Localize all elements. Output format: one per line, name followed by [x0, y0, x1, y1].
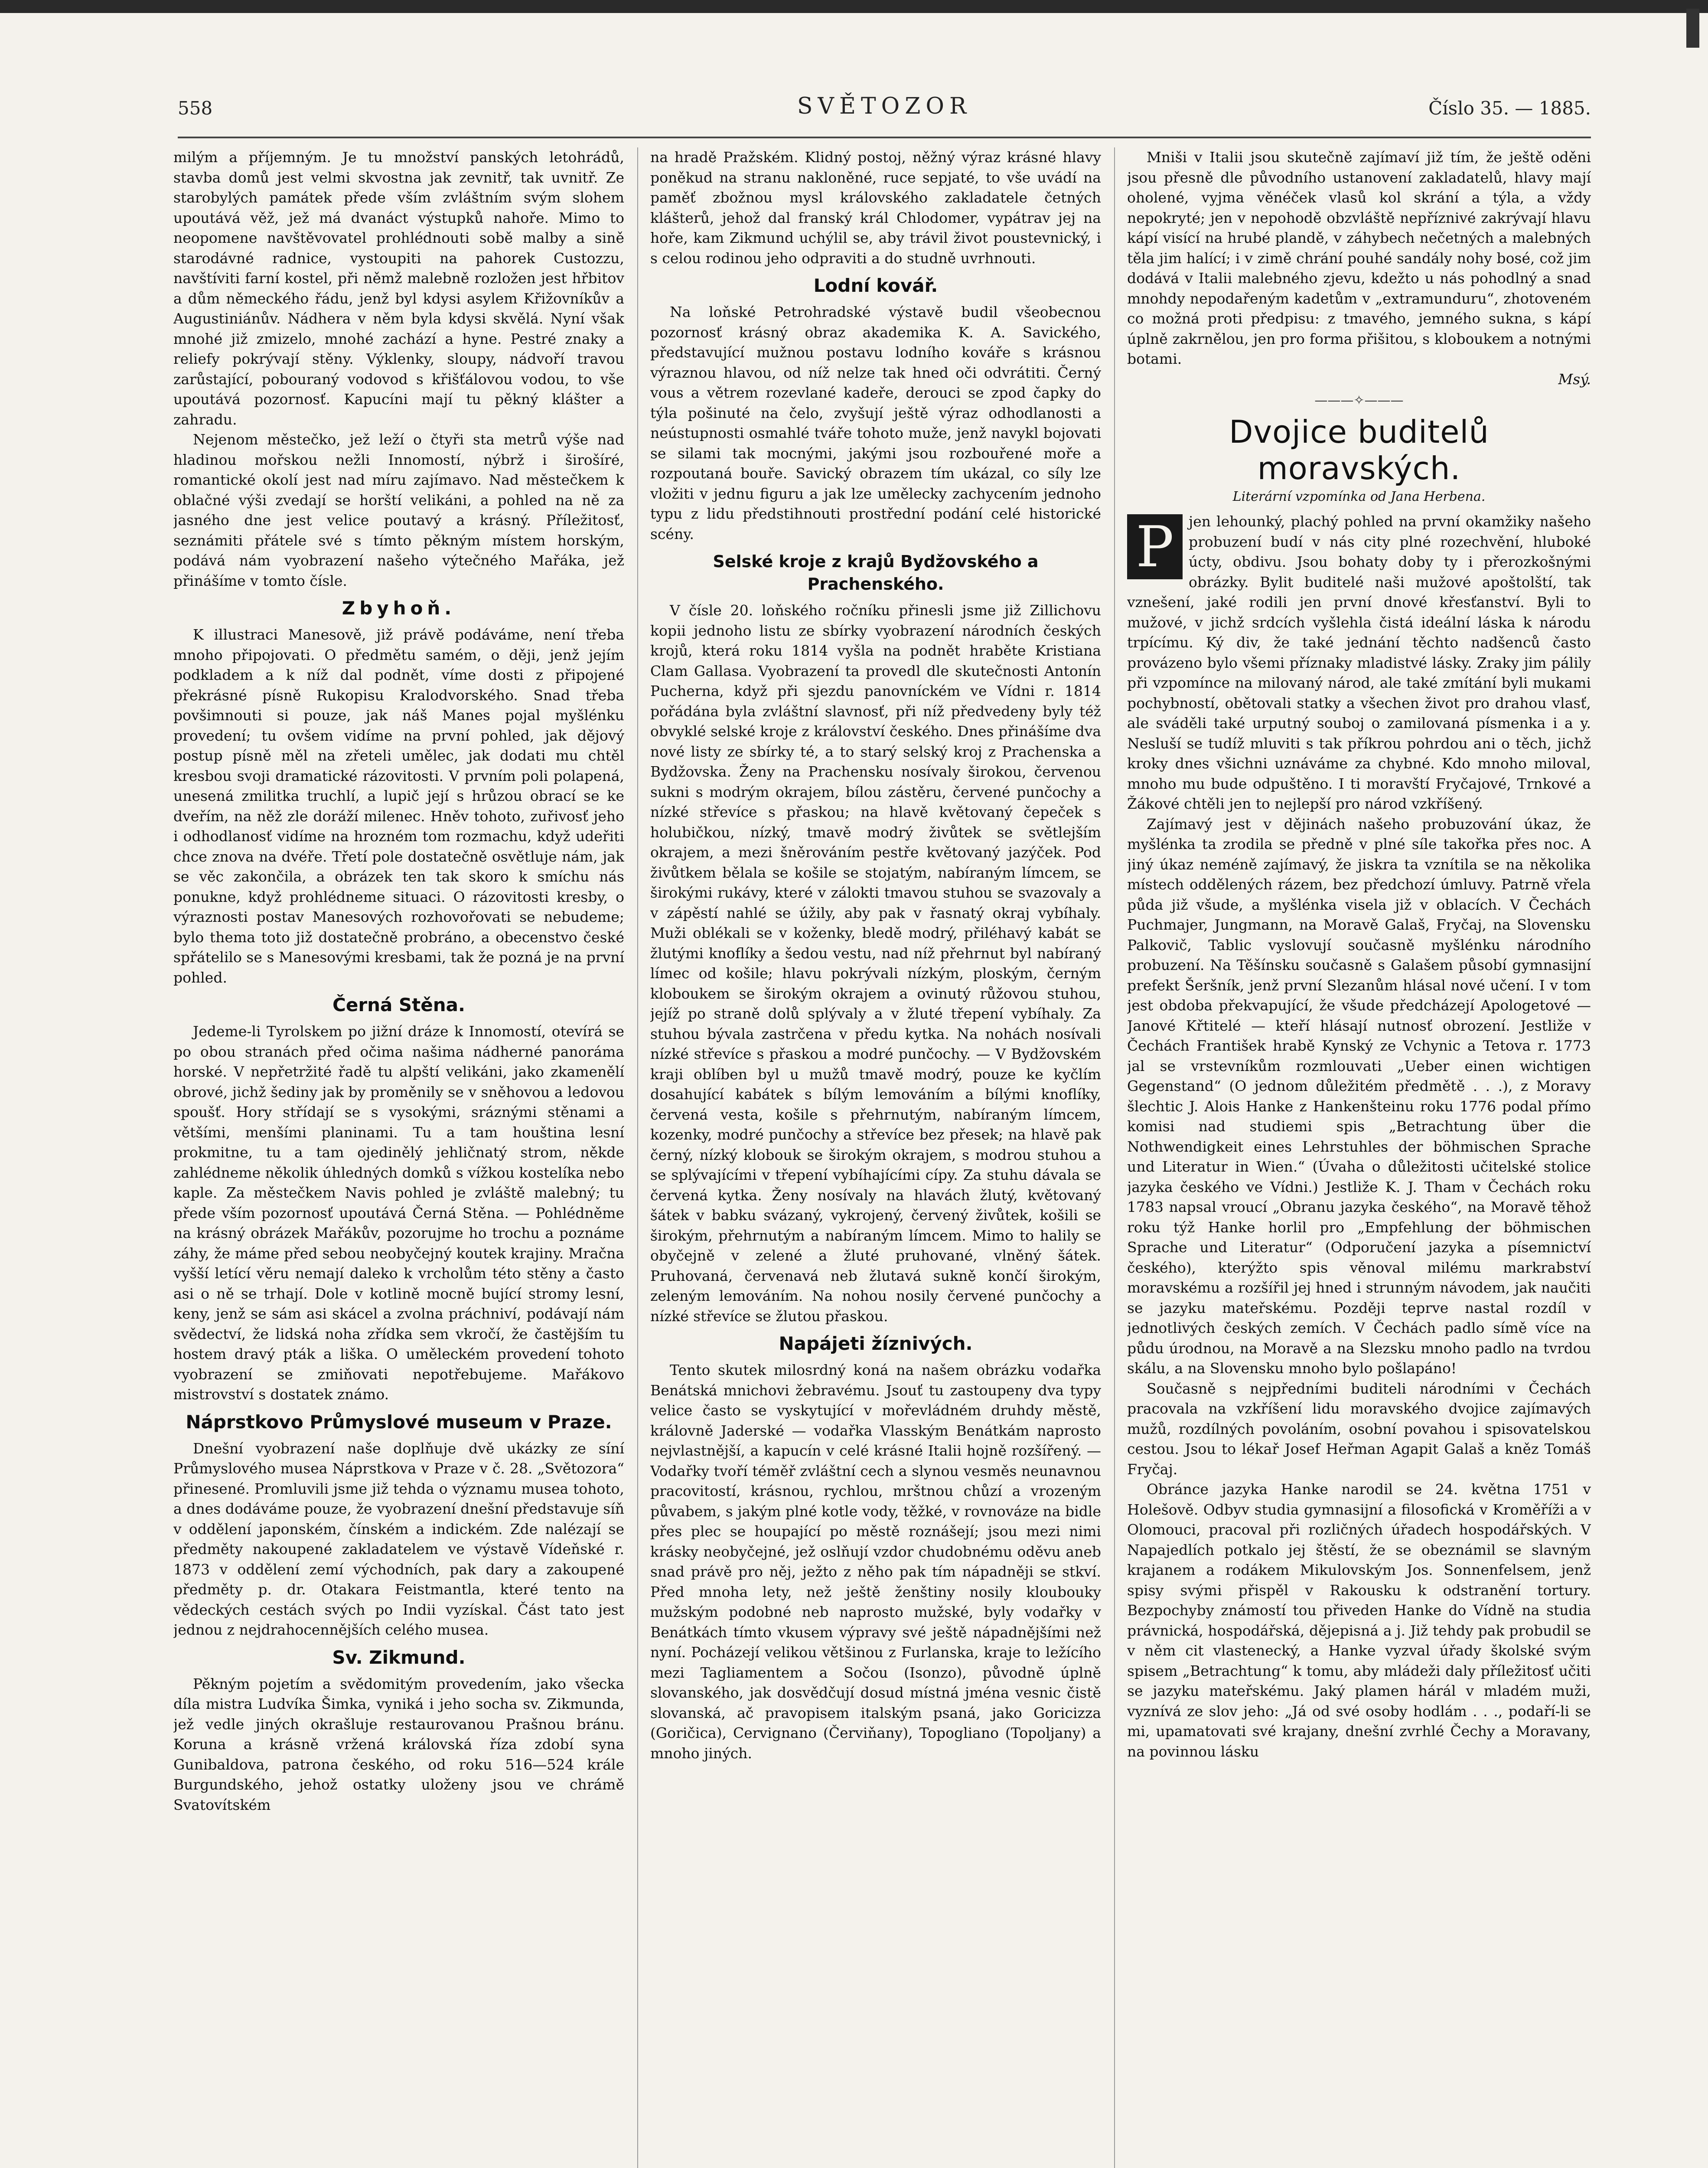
article-title: Dvojice buditelů moravských. [1229, 414, 1490, 486]
paragraph: Na loňské Petrohradské výstavě budil všeobecnou pozornosť krásný obraz akademika K. A. Savického, představující mužnou postavu lodního kováře s krásnou výraznou hlavou, od níž nelze tak hned oči odvrátiti. Černý vous a větrem rozevlané kadeře, derouci se zpod čapky do týla pošinuté na čelo, zvyšují ještě výraz odhodlanosti a neústupnosti osmahlé tváře tohoto muže, jenž navykl bojovati se silami tak mocnými, jakými jsou rozbouřené moře a rozpoutaná bouře. Savický obrazem tím ukázal, co síly lze vložiti v jednu figuru a jak lze umělecky zachycením jednoho typu z lidu předstihnouti prostřední podání celé historické scény. [650, 304, 1101, 542]
paragraph: Obránce jazyka Hanke narodil se 24. května 1751 v Holešově. Odbyv studia gymnasijní a filosofická v Kroměříži a v Olomouci, pracoval při rozličných úřadech hospodářských. V Napajedlích potkalo jej štěstí, že se obeznámil se slavným krajanem a rodákem Mikulovským Jos. Sonnenfelsem, jenž spisy svými přispěl v Rakousku k odstranění tortury. Bezpochyby známostí tou přiveden Hanke do Vídně na studia právnická, hospodářská, dějepisná a j. Již tehdy pak probudil se v něm cit vlastenecký, a Hanke vyzval úřady školské svým spisem „Betrachtung“ k tomu, aby mládeži daly příležitosť učiti se jazyku mateřskému. Jaký plamen hárál v mladém muži, vyznívá ze slov jeho: „Já od své osoby hodlám . . ., podaří-li se mi, upamatovati své krajany, dnešní zvrhlé Čechy a Moravany, na povinnou lásku [1127, 1481, 1591, 1760]
section-heading-selske-kroje: Selské kroje z krajů Bydžovského a Prachenského. [713, 552, 1039, 594]
column-3 [1127, 147, 1591, 2168]
running-head [178, 89, 1591, 128]
paragraph: Jedeme-li Tyrolskem po jižní dráze k Innomostí, otevírá se po obou stranách před očima našima nádherné panoráma horské. V nepřetržité řadě tu alpští velikáni, jako zkamenělí obrové, jichž šediny jak by proměnily se v sněhovou a ledovou spoušť. Hory střídají se s vysokými, sráznými stěnami a většími, menšími planinami. Tu a tam houština lesní prokmitne, tu a tam ojedinělý jehličnatý strom, někde zahlédneme několik úhledných domků s vížkou kostelíka nebo kaple. Za městečkem Navis pohled je zvláště malebný; tu přede vším pozornosť upoutává Černá Stěna. — Pohlédněme na krásný obrázek Mařákův, pozorujme ho trochu a poznáme záhy, že máme před sebou neobyčejný koutek krajiny. Mračna vyšší letící věru nemají daleko k vrcholům této stěny a často asi o ně se trhají. Dole v kotlině mocně bující stromy lesní, keny, jenž se sám asi skácel a zvolna práchniví, podávají nám svědectví, že lidská noha zřídka sem vkročí, že častějším tu hostem dravý pták a liška. O uměleckém provedení tohoto vyobrazení se zmiňovati nepotřebujeme. Mařákovo mistrovství s dostatek známo. [173, 1023, 624, 1403]
paragraph: Současně s nejpředními buditeli národními v Čechách pracovala na vzkříšení lidu moravského dvojice zajímavých mužů, rozdílných povoláním, osobní povahou i spisovatelskou cestou. Jsou to lékař Josef Heřman Agapit Galaš a kněz Tomáš Fryčaj. [1127, 1380, 1591, 1478]
paragraph: Dnešní vyobrazení naše doplňuje dvě ukázky ze síní Průmyslového musea Náprstkova v Praze v č. 28. „Světozora“ přinesené. Promluvili jsme již tehda o významu musea tohoto, a dnes dodáváme pouze, že vyobrazení dnešní představuje síň v oddělení japonském, čínském a indickém. Zde nalézají se předměty nakoupené zakladatelem ve výstavě Vídeňské r. 1873 v oddělení zemí východních, pak dary a zakoupené předměty p. dr. Otakara Feistmantla, které tento na vědeckých cestách svých po Indii vyzískal. Část tato jest jednou z nejdrahocennějších celého musea. [173, 1440, 624, 1638]
paragraph: Mniši v Italii jsou skutečně zajímaví již tím, že ještě oděni jsou přesně dle původního ustanovení zakladatelů, hlavy mají oholené, vyjma věnéček vlasů kol skrání a týla, a vždy nepokryté; jen v nepohodě obzvláště nepříznivé zakrývají hlavu kápí visící na hrubé plandě, v záhybech nečetných a malebných těla jim halící; i v zimě chrání pouhé sandály nohy bosé, což jim dodává v Italii malebného zjevu, kdežto u nás pohodlný a snad mnohdy nepodařeným kadetům v „extramunduru“, zhotoveném co možná proti předpisu: z tmavého, jemného sukna, s kápí úplně zakrnělou, jen pro forma přišitou, s kloboukem a notnými botami. [1127, 149, 1591, 367]
scan-border [0, 0, 1708, 13]
paragraph: jen lehounký, plachý pohled na první okamžiky našeho probuzení budí v nás city plné rozechvění, hluboké úcty, obdivu. Jsou bohaty doby ty i přerozkošnými obrázky. Bylit buditelé naši mužové apoštolští, tak vznešení, jaké rodili jen první dnové křesťanství. Byli to mužové, v jichž srdcích vyšlehla čistá ideální láska k národu trpícímu. Ký div, že také jednání těchto nadšenců často provázeno bylo všemi příznaky mladistvé lásky. Zraky jim pálily při vzpomínce na milovaný národ, ale také zmítání byli mukami pochybností, obětovali statky a všechen život pro drahou vlasť, ale sváděli také urputný souboj o zamilovaná písmenka i a y. Nesluší se tudíž mluviti s tak příkrou pohrdou ani o těch, jichž kroky dnes všichni uznáváme za chybné. Kdo mnoho miloval, mnoho mu bude odpuštěno. I ti moravští Fryčajové, Trnkové a Žákové chtěli jen to nejlepší pro národ vzkříšený. [1127, 513, 1591, 812]
section-heading-zbyhon: Zbyhoň. [342, 598, 456, 619]
section-heading-naprstkovo-museum: Náprstkovo Průmyslové museum v Praze. [186, 1411, 612, 1433]
paragraph: K illustraci Manesově, již právě podáváme, není třeba mnoho připojovati. O předmětu samém, o ději, jenž jejím podkladem a k níž dal podnět, víme dosti z připojené překrásné písně Rukopisu Kralodvorského. Snad třeba povšimnouti si pouze, jak náš Manes pojal myšlénku provedení; tu ovšem vidíme na první pohled, jak dějový postup písně měl na zřeteli umělec, jak dodati mu chtěl kresbou svoji dramatické rázovitosti. V prvním poli polapená, unesená zmilitka truchlí, a lupič její s hrůzou obrací se ke dveřím, na něž zle doráží milenec. Hněv tohoto, zuřivosť jeho i odhodlanosť vidíme na hrozném tom rozmachu, když udeřiti chce znova na dvéře. Třetí pole dostatečně osvětluje nám, jak se věc zakončila, a obrázek ten tak skoro k smíchu nás ponukne, když prohlédneme situaci. O rázovitosti kresby, o výraznosti postav Manesových rozhovořovati se nebudeme; bylo thema toto již dostatečně probráno, a obecenstvo české spřátelilo se s Manesovými kresbami, tak že pozná je na první pohled. [173, 626, 624, 986]
column-divider [1114, 147, 1115, 2168]
ornament-divider: ———✧——— [1314, 393, 1404, 408]
section-heading-sv-zikmund: Sv. Zikmund. [332, 1646, 466, 1668]
issue-reference: Číslo 35. — 1885. [1428, 98, 1591, 119]
paragraph: Zajímavý jest v dějinách našeho probuzování úkaz, že myšlénka ta zrodila se předně v plné síle takořka přes noc. A jiný úkaz neméně zajímavý, že jiskra ta vznítila se na několika místech oddělených rázem, bez předchozí úmluvy. Patrně vřela půda již všude, a myšlénka visela již v oblacích. V Čechách Puchmajer, Jungmann, na Moravě Galaš, Fryčaj, na Slovensku Palkovič, Tablic vyslovují současně myšlénku národního probuzení. Na Těšínsku současně s Galašem působí gymnasijní prefekt Šeršník, jenž první Slezanům hlásal nové učení. I v tom jest obdoba překvapující, že všude předcházejí Apologetové — Janové Křtitelé — kteří hlásají nutnosť obrození. Jestliže v Čechách František hrabě Kynský ze Vchynic a Tetova r. 1773 jal se vrstevníkům rozmlouvati „Ueber einen wichtigen Gegenstand“ (O jednom důležitém předmětě . . .), z Moravy šlechtic J. Alois Hanke z Hankenšteinu roku 1776 podal přímo komisi nad studiemi spis „Betrachtung über die Nothwendigkeit eines Lehrstuhles der böhmischen Sprache und Literatur in Wien.“ (Úvaha o důležitosti učitelské stolice jazyka českého ve Vídni.) Jestliže K. J. Tham v Čechách roku 1783 napsal vroucí „Obranu jazyka českého“, na Moravě těhož roku týž Hanke horlil pro „Empfehlung der böhmischen Sprache und Literatur“ (Odporučení jazyka a písemnictví českého), kterýžto spis věnoval milému markrabství moravskému a rozšířil jej hned i strunným návodem, jak naučiti se jazyku mateřskému. Později teprve nastal rozdíl v jednotlivých českých zemích. V Čechách padlo símě více na půdu úrodnou, na Moravě a na Slezsku mnoho padlo na tvrdou skálu, a na Slovensku mnoho bylo pošlapáno! [1127, 815, 1591, 1377]
column-divider [637, 147, 638, 2168]
paragraph: V čísle 20. loňského ročníku přinesli jsme již Zillichovu kopii jednoho listu ze sbírky vyobrazení národních českých krojů, která roku 1814 vyšla na podnět hraběte Kristiana Clam Gallasa. Vyobrazení ta provedl dle skutečnosti Antonín Pucherna, když při sjezdu panovníckém ve Vídni r. 1814 pořádána byla zvláštní slavnosť, při níž předvedeny byly též obvyklé selské kroje z království českého. Dnes přinášíme dva nové listy ze sbírky té, a to starý selský kroj z Prachenska a Bydžovska. Ženy na Prachensku nosívaly širokou, červenou sukni s modrým okrajem, bílou zástěru, červené punčochy a nízké střevíce s přaskou; na hlavě květovaný čepeček s holubičkou, nízký, tmavě modrý živůtek se světlejším okrajem, a mezi šněrováním pestře květovaný jazýček. Pod živůtkem bělala se košile se stojatým, nabíraným límcem, se širokými rukávy, které v zálokti tmavou stuhou se svazovaly a v zápěstí nahlé se úžily, aby pak v řasnatý okraj vybíhaly. Muži oblékali se v koženky, bledě modrý, přiléhavý kabát se žlutými knoflíky a šedou vestu, nad níž přehrnut byl nabíraný límec od košile; hlavu pokrývali nízkým, ploským, černým kloboukem se širokým okrajem a ovinutý růžovou stuhou, jejíž po straně dolů splývaly a v žluté třepení vybíhaly. Za stuhou bývala zastrčena v předu kytka. Na nohách nosívali nízké střevíce s přaskou a modré punčochy. — V Bydžovském kraji oblíben byl u mužů tmavě modrý, pouze ke kyčlím dosahující kabátek s bílým lemováním a bílými knoflíky, červená vesta, košile s přehrnutým, nabíraným límcem, kozenky, modré punčochy a střevíce bez přesek; na hlavě pak černý, nízký klobouk se širokým okrajem, s modrou stuhou a se splývajícími v třepení vybíhajícími cípy. Za stuhu dávala se červená kytka. Ženy nosívaly na hlavách žlutý, květovaný šátek v babku svázaný, vykrojený, červený živůtek, košili se širokým, přehrnutým a nabíraným límcem. Mimo to halily se obyčejně v zelené a žluté pruhované, vlněný šátek. Pruhovaná, červenavá neb žlutavá sukně končí širokým, zeleným lemováním. Na nohou nosily červené punčochy a nízké střevíce se žlutou přaskou. [650, 602, 1101, 1325]
header-rule [178, 137, 1591, 138]
paragraph: Pěkným pojetím a svědomitým provedením, jako všecka díla mistra Ludvíka Šimka, vyniká i jeho socha sv. Zikmunda, jež vedle jiných okrašluje restaurovanou Prašnou bránu. Koruna a krásně vržená královská říza zdobí syna Gunibaldova, patrona českého, od roku 516—524 krále Burgundského, jehož ostatky uloženy jsou ve chrámě Svatovítském [173, 1675, 624, 1813]
section-heading-cerna-stena: Černá Stěna. [332, 994, 465, 1015]
section-heading-lodni-kovar: Lodní kovář. [813, 275, 938, 296]
article-byline: Literární vzpomínka od Jana Herbena. [1232, 489, 1486, 504]
page-number: 558 [178, 98, 213, 119]
paragraph: Nejenom městečko, jež leží o čtyři sta metrů výše nad hladinou mořskou nežli Innomostí, nýbrž i širošíré, romantické okolí jest nad míru zajímavo. Nad městečkem k oblačné výši zvedají se horští velikáni, a pohled na ně za jasného dne jest velice poutavý a krásný. Příležitosť, seznámiti přátele své s tímto pěkným místem horským, podává nám vyobrazení našeho výtečného Mařáka, jež přinášíme v tomto čísle. [173, 431, 624, 589]
paragraph: Tento skutek milosrdný koná na našem obrázku vodařka Benátská mnichovi žebravému. Jsouť tu zastoupeny dva typy velice často se vyskytující v mořevládném druhdy městě, královně Jaderské — vodařka Vlasským Benátkám naprosto nejvlastnější, a kapucín v celé krásné Italii hojně rozšířený. — Vodařky tvoří téměř zvláštní cech a slynou vesměs neunavnou pracovitostí, krásnou, rychlou, mrštnou chůzí a vrozeným půvabem, s jakým plné kotle vody, těžké, v rovnováze na bidle přes plec se houpající po městě roznášejí; jsou mezi nimi krásky neobyčejné, jež oslňují vzdor chudobnému oděvu aneb snad právě pro něj, ježto z něho pak tím nápadněji se stkví. Před mnoha lety, než ještě ženštiny nosily kloubouky mužským podobné neb naprosto mužské, byly vodařky v Benátkách tímto vkusem výpravy své ještě nápadnějšími než nyní. Pocházejí velikou většinou z Furlanska, kraje to ležícího mezi Tagliamentem a Sočou (Isonzo), původně úplně slovanského, jak dosvědčují dosud místná jména vesnic čistě slovanská, ač pravopisem italským psaná, jako Goricizza (Goričica), Cervignano (Červiňany), Topogliano (Topoljany) a mnoho jiných. [650, 1362, 1101, 1762]
paragraph: milým a příjemným. Je tu množství panských letohrádů, stavba domů jest velmi skvostna jak zevnitř, tak uvnitř. Ze starobylých památek přede vším zvláštním svým slohem upoutává věž, jež má dvanáct výstupků nahoře. Mimo to neopomene navštěvovatel prohlédnouti sobě malby a sině starodávné radnice, vystoupiti na pahorek Custozzu, navštíviti farní kostel, při němž malebně rozložen jest hřbitov a dům německého řádu, jenž byl kdysi asylem Křižovníkův a Augustiniánův. Nádhera v něm byla kdysi skvělá. Nyní však mnohé již zmizelo, mnohé zachází a hyne. Pestré znaky a reliefy pokrývají stěny. Výklenky, sloupy, nádvoří travou zarůstající, pobouraný vodovod s křišťálovou vodou, to vše upoutává pozornosť. Kapucíni mají tu pěkný klášter a zahradu. [173, 149, 624, 428]
journal-title: SVĚTOZOR [797, 93, 972, 119]
author-signature: Msý. [1558, 370, 1591, 388]
drop-cap: P [1127, 514, 1183, 579]
scan-corner-mark [1686, 9, 1699, 48]
paragraph: na hradě Pražském. Klidný postoj, něžný výraz krásné hlavy poněkud na stranu nakloněné, ruce sepjaté, to vše uvádí na paměť zbožnou mysl královského zakladatele četných klášterů, jehož dal franský král Chlodomer, vypátrav jej na hoře, kam Zikmund uchýlil se, aby trávil život poustevnický, i s celou rodinou jeho odpraviti a do studně uvrhnouti. [650, 149, 1101, 267]
section-heading-napajeti-ziznivych: Napájeti žíznivých. [779, 1333, 973, 1354]
column-1 [173, 147, 624, 2168]
column-2 [650, 147, 1101, 2168]
